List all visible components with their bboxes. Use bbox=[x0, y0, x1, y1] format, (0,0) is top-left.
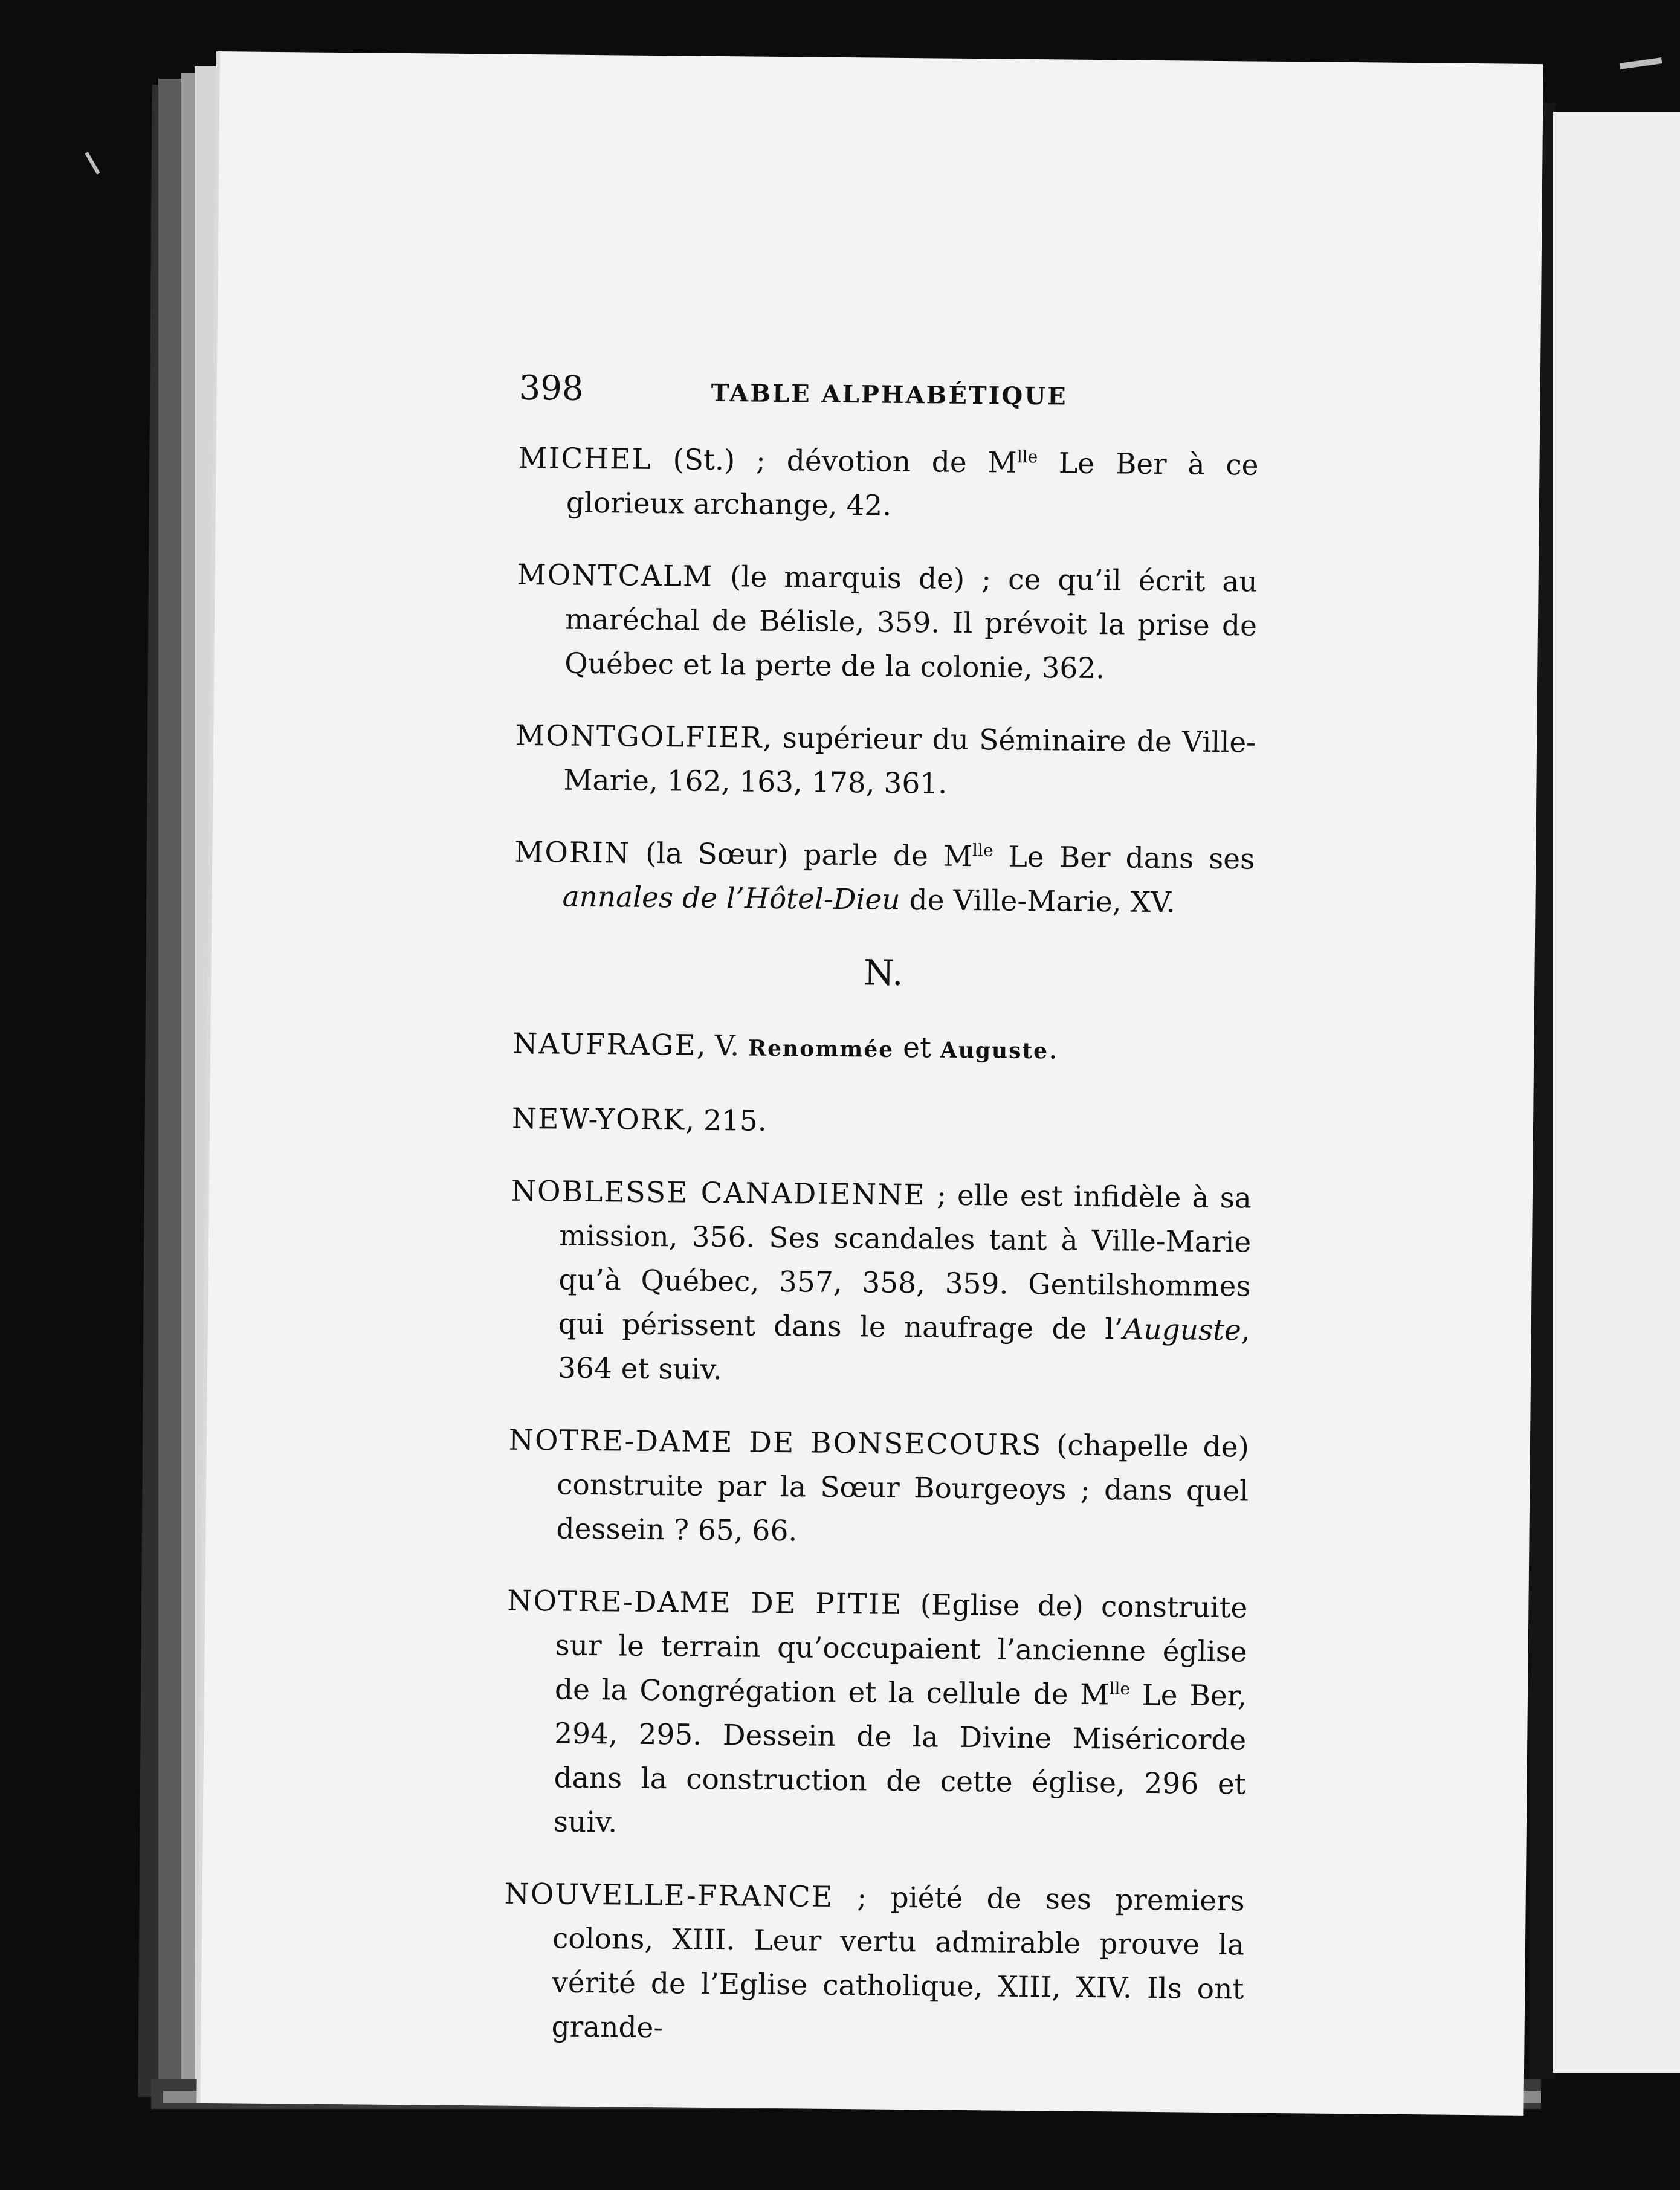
index-entry-morin bbox=[514, 830, 1255, 926]
entry-text: , supérieur du Séminaire de Ville-Marie, 162, 163, 178, 361. bbox=[563, 721, 1256, 801]
entry-keyword: MONTGOLFIER bbox=[515, 719, 763, 755]
entry-keyword: NOTRE-DAME DE BONSECOURS bbox=[508, 1423, 1042, 1462]
entry-keyword: NOUVELLE-FRANCE bbox=[504, 1877, 834, 1914]
entry-keyword: MORIN bbox=[514, 835, 631, 870]
page-content bbox=[503, 369, 1259, 2067]
index-entry-noblesse bbox=[509, 1169, 1252, 1397]
section-letter: N. bbox=[863, 952, 903, 993]
superscript: lle bbox=[972, 840, 993, 861]
page-header bbox=[519, 369, 1259, 415]
entry-keyword: NOBLESSE CANADIENNE bbox=[511, 1174, 926, 1212]
entry-text: , 215. bbox=[685, 1103, 767, 1138]
index-entry-montcalm bbox=[516, 553, 1258, 693]
entry-text: , V. bbox=[696, 1029, 749, 1063]
entry-keyword: MICHEL bbox=[518, 441, 652, 476]
page-number: 398 bbox=[519, 368, 584, 409]
index-entry-new-york bbox=[512, 1097, 1253, 1148]
scan-speck bbox=[85, 152, 100, 175]
index-entry-bonsecours bbox=[508, 1418, 1249, 1558]
entry-text: (St.) ; dévotion de M bbox=[651, 442, 1017, 480]
index-entry-nouvelle-france bbox=[503, 1872, 1245, 2056]
entry-text: (chapelle de) construite par la Sœur Bourgeoys ; dans quel dessein ? 65, 66. bbox=[556, 1429, 1250, 1548]
index-entry-michel bbox=[518, 436, 1259, 532]
entry-text: de Ville-Marie, XV. bbox=[900, 883, 1175, 920]
entry-text: (la Sœur) parle de M bbox=[630, 836, 973, 874]
entry-keyword: NAUFRAGE bbox=[512, 1027, 697, 1062]
italic-title: annales de l’Hôtel-Dieu bbox=[562, 880, 900, 917]
index-entry-montgolfier bbox=[515, 714, 1256, 809]
entry-keyword: MONTCALM bbox=[517, 558, 714, 593]
small-caps-ref: Renommée bbox=[748, 1035, 894, 1062]
entry-text: Le Ber à ce glorieux archange, 42. bbox=[566, 447, 1259, 523]
entry-text: Le Ber dans ses bbox=[993, 840, 1255, 876]
index-entry-naufrage bbox=[512, 1022, 1253, 1076]
index-entry-pitie bbox=[505, 1579, 1248, 1851]
entry-text: ; piété de ses premiers colons, XIII. Leur vertu admirable prouve la vérité de l’Eglise catholique, XIII, XIV. Ils ont grande- bbox=[551, 1880, 1245, 2045]
italic-title: Auguste bbox=[1123, 1313, 1242, 1348]
entry-keyword: NEW-YORK bbox=[511, 1102, 686, 1137]
entry-keyword: NOTRE-DAME DE PITIE bbox=[507, 1584, 903, 1622]
entry-text: Le Ber, 294, 295. Dessein de la Divine Miséricorde dans la construction de cette église, 296 et suiv. bbox=[553, 1678, 1247, 1840]
scan-speck bbox=[1620, 57, 1662, 69]
entry-text: ; elle est infidèle à sa mission, 356. Ses scandales tant à Ville-Marie qu’à Québec, 357, 358, 359. Gentilshommes qui périssent dans le naufrage de l’ bbox=[558, 1178, 1252, 1346]
superscript: lle bbox=[1016, 447, 1038, 467]
superscript: lle bbox=[1109, 1678, 1131, 1699]
entry-text: (Eglise de) construite sur le terrain qu’occupaient l’ancienne église de la Congrégation et la cellule de M bbox=[554, 1588, 1248, 1712]
entry-text: (le marquis de) ; ce qu’il écrit au maréchal de Bélisle, 359. Il prévoit la prise de Québec et la perte de la colonie, 362. bbox=[564, 560, 1258, 686]
entry-text: , 364 et suiv. bbox=[557, 1314, 1251, 1387]
entry-text: . bbox=[1048, 1032, 1058, 1066]
book-page bbox=[196, 51, 1543, 2116]
entry-text: et bbox=[893, 1030, 941, 1065]
facing-page bbox=[1553, 112, 1680, 2073]
small-caps-ref: Auguste bbox=[940, 1037, 1049, 1064]
running-head: TABLE ALPHABÉTIQUE bbox=[711, 378, 1068, 411]
